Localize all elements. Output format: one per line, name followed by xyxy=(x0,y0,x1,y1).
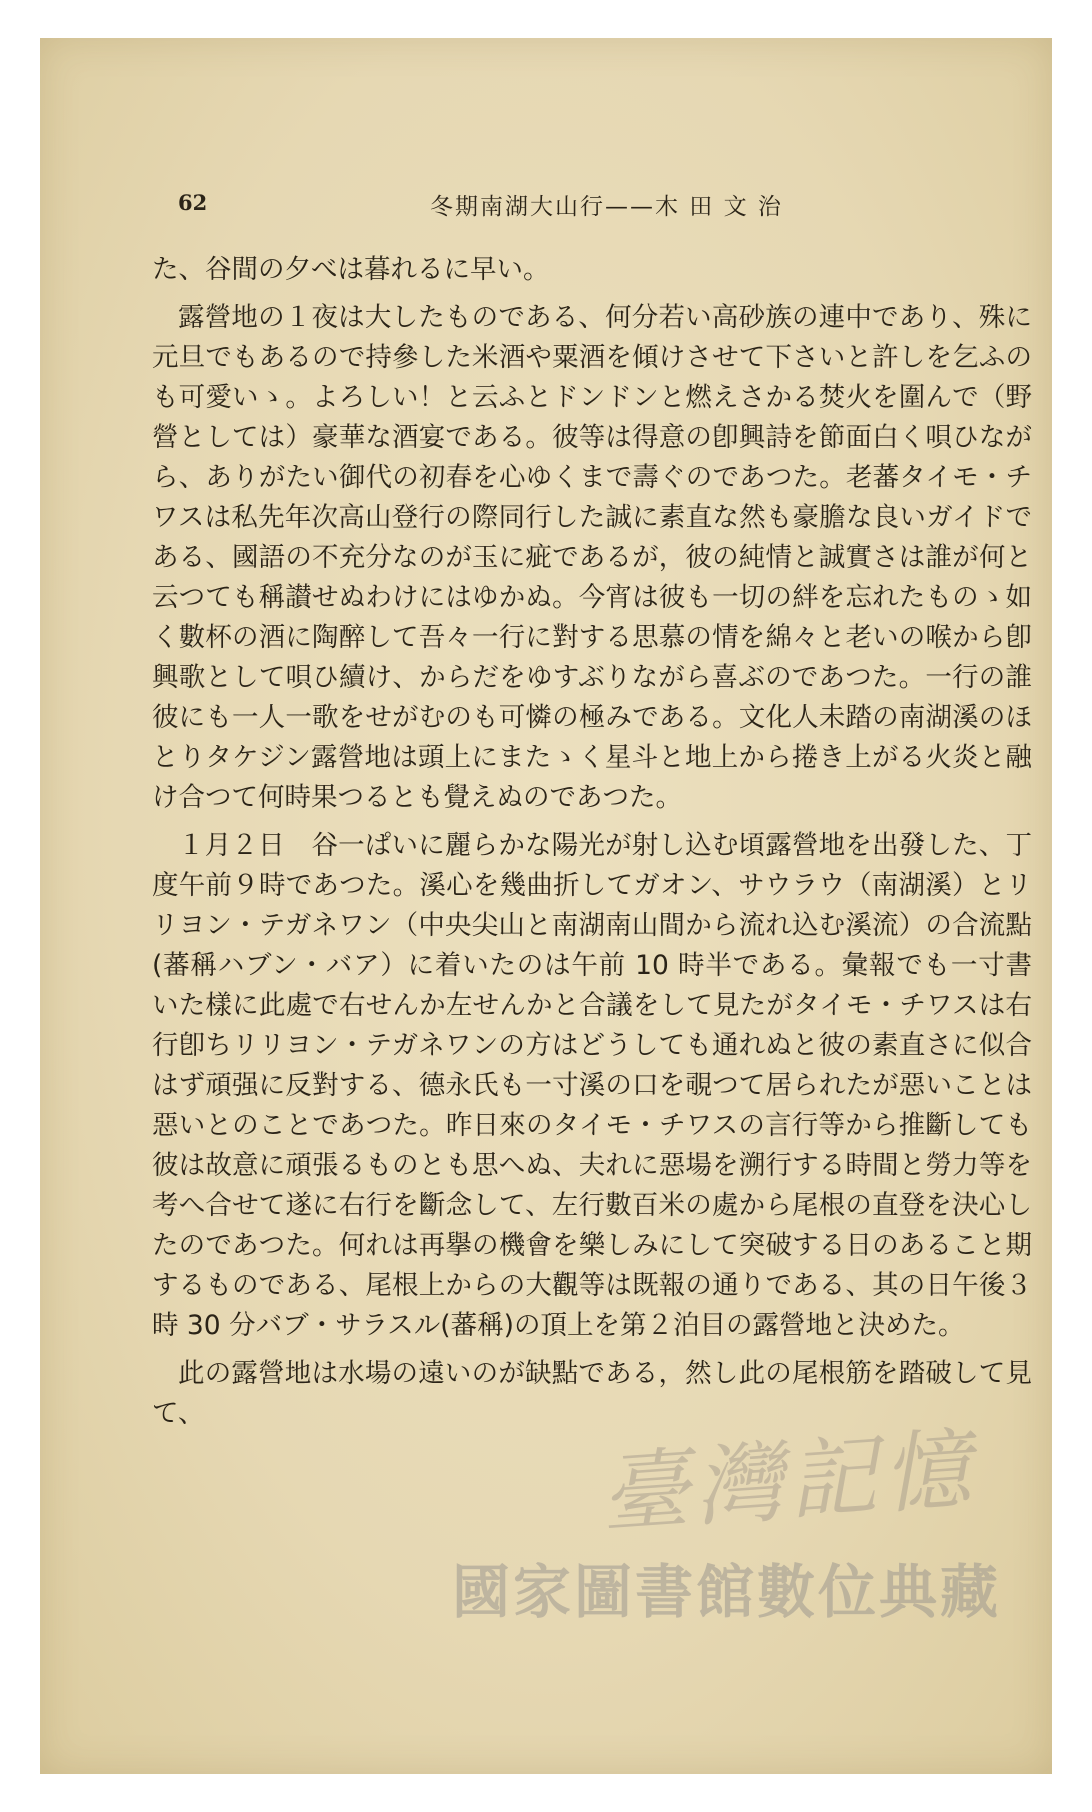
paragraph-continuation: た、谷間の夕べは暮れるに早い。 xyxy=(152,254,550,285)
watermark-collection-text: 國家圖書館數位典藏 xyxy=(452,1558,1002,1626)
paragraph-water-source: 此の露營地は水場の遠いのが缺點である，然し此の尾根筋を踏破して見て、 xyxy=(152,1358,1032,1429)
paragraph-camp-night: 露營地の１夜は大したものである、何分若い高砂族の連中であり、殊に元旦でもあるので持參した米酒や粟酒を傾けさせて下さいと許しを乞ふのも可愛いゝ。よろしい！と云ふとドンドンと燃えさかる焚火を圍んで（野營としては）豪華な酒宴である。彼等は得意の卽興詩を節面白く唄ひながら、ありがたい御代の初春を心ゆくまで壽ぐのであつた。老蕃タイモ・チワスは私先年次高山登行の際同行した誠に素直な然も豪膽な良いガイドである、國語の不充分なのが玉に疵であるが，彼の純情と誠實さは誰が何と云つても稱讃せぬわけにはゆかぬ。今宵は彼も一切の絆を忘れたものゝ如く數杯の酒に陶醉して吾々一行に對する思慕の情を綿々と老いの喉から卽興歌として唄ひ續け、からだをゆすぶりながら喜ぶのであつた。一行の誰彼にも一人一歌をせがむのも可憐の極みである。文化人未踏の南湖溪のほとりタケジン露營地は頭上にまたゝく星斗と地上から捲き上がる火炎と融け合つて何時果つるとも覺えぬのであつた。 xyxy=(152,302,1032,813)
watermark-logo: 臺灣記憶 xyxy=(597,1416,980,1546)
running-title: 冬期南湖大山行——木 田 文 治 xyxy=(430,194,783,220)
page-number: 62 xyxy=(178,190,208,215)
article-body xyxy=(152,250,1032,1442)
paragraph-january-2: １月２日 谷一ぱいに麗らかな陽光が射し込む頃露營地を出發した、丁度午前９時であつた。溪心を幾曲折してガオン、サウラウ（南湖溪）とリリヨン・テガネワン（中央尖山と南湖南山間から流れ込む溪流）の合流點(蕃稱ハブン・バア）に着いたのは午前 10 時半である。彙報でも一寸書いた樣に此處で右せんか左せんかと合議をして見たがタイモ・チワスは右行卽ちリリヨン・テガネワンの方はどうしても通れぬと彼の素直さに似合はず頑强に反對する、德永氏も一寸溪の口を覗つて居られたが惡いことは惡いとのことであつた。昨日來のタイモ・チワスの言行等から推斷しても彼は故意に頑張るものとも思へぬ、夫れに惡場を溯行する時間と勞力等を考へ合せて遂に右行を斷念して、左行數百米の處から尾根の直登を決心したのであつた。何れは再擧の機會を樂しみにして突破する日のあること期するものである、尾根上からの大觀等は既報の通りである、其の日午後３時 30 分バブ・サラスル(蕃稱)の頂上を第２泊目の露營地と決めた。 xyxy=(152,830,1032,1341)
